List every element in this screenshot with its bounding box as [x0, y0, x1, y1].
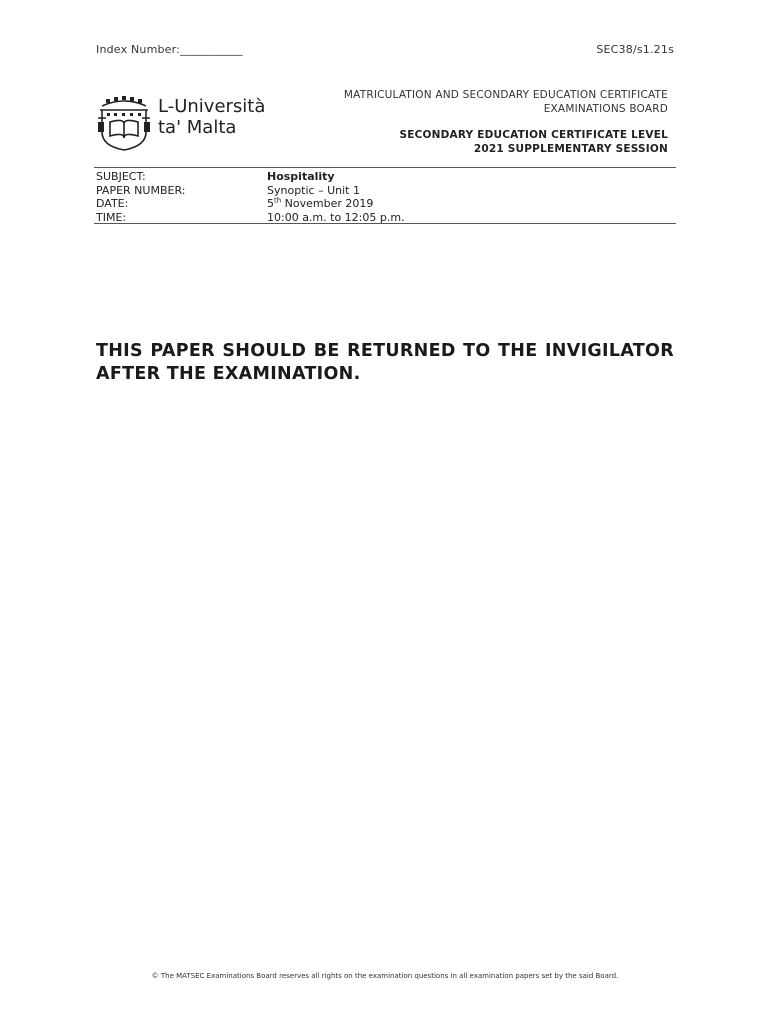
- date-month-year: November 2019: [281, 197, 374, 210]
- exam-details: [96, 170, 405, 224]
- paper-number-value: Synoptic – Unit 1: [267, 183, 360, 197]
- date-row: [96, 197, 405, 211]
- board-line1: MATRICULATION AND SECONDARY EDUCATION CERTIFICATE: [343, 89, 668, 101]
- paper-number-label: PAPER NUMBER:: [96, 183, 186, 197]
- subject-row: [96, 170, 405, 184]
- level-line1: SECONDARY EDUCATION CERTIFICATE LEVEL: [399, 129, 668, 141]
- session-line: 2021 SUPPLEMENTARY SESSION: [473, 143, 668, 155]
- paper-number-row: [96, 184, 405, 198]
- date-value: [267, 197, 373, 211]
- time-value: 10:00 a.m. to 12:05 p.m.: [267, 210, 405, 224]
- date-day: 5: [267, 197, 274, 210]
- divider-top: [94, 167, 676, 168]
- subject-value: Hospitality: [267, 170, 335, 183]
- paper-code: SEC38/s1.21s: [596, 43, 674, 56]
- divider-bottom: [94, 223, 676, 224]
- subject-label: SUBJECT:: [96, 170, 146, 183]
- time-label: TIME:: [96, 210, 127, 224]
- university-wordmark: [158, 96, 265, 138]
- time-row: [96, 211, 405, 225]
- exam-board-name: [344, 88, 668, 116]
- university-crest-icon: [96, 92, 152, 152]
- certificate-level: [399, 128, 668, 156]
- index-number-field: Index Number:___________: [96, 43, 243, 56]
- return-paper-notice: THIS PAPER SHOULD BE RETURNED TO THE INVIGILATOR AFTER THE EXAMINATION.: [96, 341, 674, 384]
- university-name-line1: L-Università: [158, 96, 266, 117]
- date-label: DATE:: [96, 197, 129, 210]
- date-suffix: th: [274, 196, 282, 205]
- copyright-footer: © The MATSEC Examinations Board reserves all rights on the examination questions in all examination papers set by the said Board.: [151, 972, 619, 980]
- university-name-line2: ta' Malta: [158, 117, 237, 138]
- university-logo: [96, 92, 266, 154]
- board-line2: EXAMINATIONS BOARD: [543, 103, 668, 115]
